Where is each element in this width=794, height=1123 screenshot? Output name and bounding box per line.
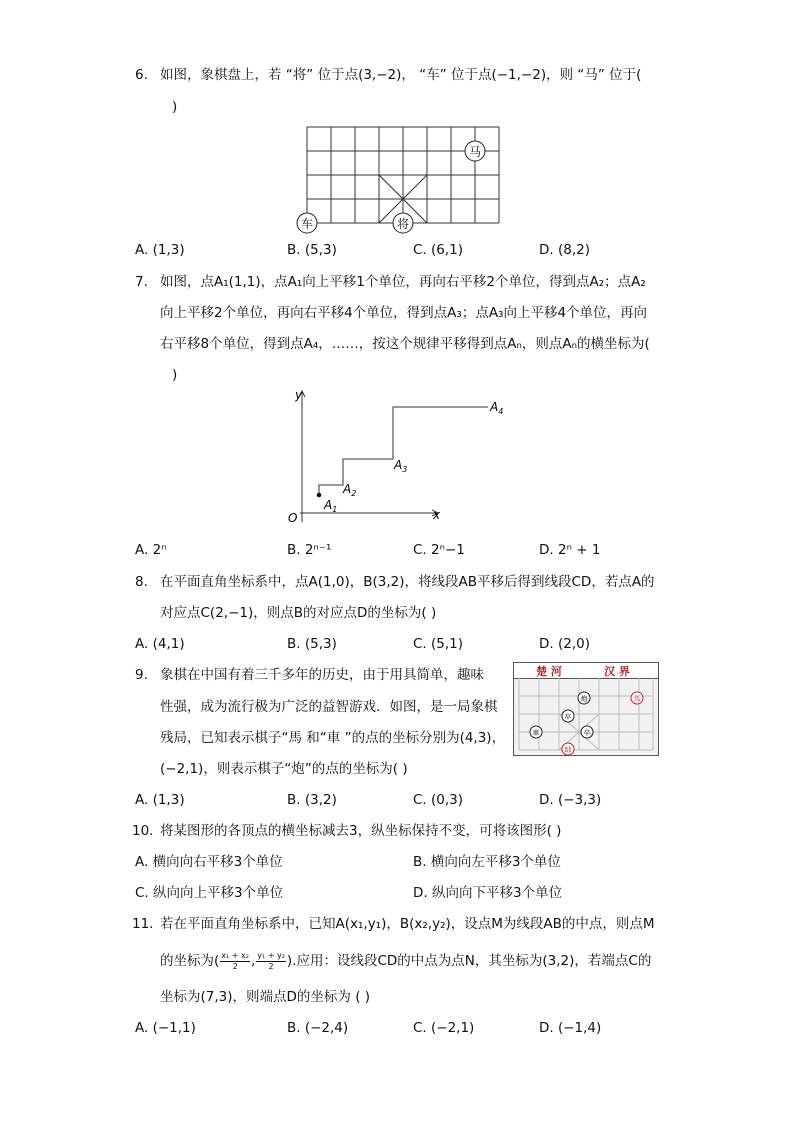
x-axis-label: x [433,508,441,522]
question-text: 如图，点A₁(1,1)，点A₁向上平移1个单位，再向右平移2个单位，得到点A₂；点A₂ [160,274,646,290]
horse-piece-red [631,692,643,704]
option-a[interactable]: A. (1,3) [135,242,185,258]
option-c[interactable]: C. 纵向向上平移3个单位 [135,885,284,901]
option-c[interactable]: C. (−2,1) [413,1020,475,1036]
option-b[interactable]: B. (5,3) [287,242,337,258]
svg-text:车: 车 [300,217,314,231]
question-text: ) [172,99,178,115]
label-a4: $A_4$ [490,400,504,416]
question-text: ) [172,367,178,383]
question-number: 8. [135,574,148,590]
option-a[interactable]: A. 2ⁿ [135,542,167,558]
option-d[interactable]: D. 2ⁿ + 1 [539,542,601,558]
river-right-text: 汉 界 [604,665,630,678]
svg-text:卒: 卒 [564,713,572,721]
label-a2: $A_2$ [343,482,357,498]
question-text: 象棋在中国有着三千多年的历史，由于用具简单，趣味 [160,667,484,683]
question-text: 向上平移2个单位，再向右平移4个单位，得到点A₃；点A₃向上平移4个单位，再向 [160,305,648,321]
option-b[interactable]: B. 2ⁿ⁻¹ [287,542,332,558]
chess-endgame-figure [513,662,659,756]
question-number: 6. [135,67,148,83]
svg-text:炮: 炮 [580,695,588,703]
option-c[interactable]: C. (6,1) [413,242,464,258]
option-b[interactable]: B. (5,3) [287,636,337,652]
fraction-x: x₁ + x₂ 2 [221,950,249,971]
chariot-piece [297,213,317,233]
fraction-y: y₁ + y₂ 2 [257,950,285,971]
question-text-with-fraction: 的坐标为( x₁ + x₂ 2 , y₁ + y₂ 2 ).应用：设线段CD的中点为点N，其坐标为(3,2)，若端点C的 [160,950,652,971]
cannon-piece [578,692,590,704]
question-text: 对应点C(2,−1)，则点B的对应点D的坐标为( ) [160,605,437,621]
chess-board-figure [295,122,507,234]
svg-text:马: 马 [468,145,482,159]
soldier-piece [581,726,593,738]
general-piece [393,213,413,233]
river-left-text: 楚 河 [536,665,562,678]
question-number: 7. [135,274,148,290]
question-number: 9. [135,667,148,683]
point-a1 [317,493,322,498]
option-b[interactable]: B. 横向向左平移3个单位 [413,854,561,870]
origin-label: O [288,511,298,525]
staircase-graph [280,385,520,530]
option-d[interactable]: D. (2,0) [539,636,590,652]
label-a3: $A_3$ [394,458,408,474]
question-text: 在平面直角坐标系中，点A(1,0)，B(3,2)，将线段AB平移后得到线段CD，若点A的 [160,574,655,590]
option-b[interactable]: B. (−2,4) [287,1020,349,1036]
option-a[interactable]: A. (4,1) [135,636,185,652]
option-d[interactable]: D. (8,2) [539,242,590,258]
question-text: 如图，象棋盘上，若 “将” 位于点(3,−2)， “车” 位于点(−1,−2)，则 “马” 位于( [160,67,642,83]
svg-text:将: 将 [396,217,410,231]
option-d[interactable]: D. 纵向向下平移3个单位 [413,885,563,901]
question-text: 右平移8个单位，得到点A₄，……，按这个规律平移得到点Aₙ，则点Aₙ的横坐标为( [160,336,650,352]
horse-piece [465,141,485,161]
svg-text:帥: 帥 [564,746,572,754]
question-text: 将某图形的各顶点的横坐标减去3，纵坐标保持不变，可将该图形( ) [160,823,562,839]
soldier-piece [562,710,574,722]
y-axis-label: y [295,388,303,402]
svg-text:卒: 卒 [583,729,591,737]
label-a1: $A_1$ [324,498,338,514]
option-d[interactable]: D. (−3,3) [539,792,602,808]
question-number: 10. [132,823,154,839]
question-text: 性强，成为流行极为广泛的益智游戏．如图，是一局象棋 [160,699,498,715]
question-number: 11. [132,916,154,932]
option-b[interactable]: B. (3,2) [287,792,337,808]
option-a[interactable]: A. 横向向右平移3个单位 [135,854,283,870]
option-a[interactable]: A. (−1,1) [135,1020,196,1036]
chariot-piece [530,726,542,738]
marshal-piece-red [562,743,574,755]
question-text: (−2,1)，则表示棋子“炮”的点的坐标为( ) [160,761,408,777]
option-c[interactable]: C. 2ⁿ−1 [413,542,465,558]
svg-text:馬: 馬 [633,695,641,703]
question-text: 残局，已知表示棋子“馬 和“車 ”的点的坐标分别为(4,3)， [160,730,506,746]
option-a[interactable]: A. (1,3) [135,792,185,808]
option-d[interactable]: D. (−1,4) [539,1020,602,1036]
question-text: 若在平面直角坐标系中，已知A(x₁,y₁)，B(x₂,y₂)，设点M为线段AB的中点，则点M [160,916,655,932]
question-text: 坐标为(7,3)，则端点D的坐标为 ( ) [160,989,371,1005]
option-c[interactable]: C. (0,3) [413,792,464,808]
svg-text:車: 車 [532,729,540,737]
option-c[interactable]: C. (5,1) [413,636,464,652]
board-grid [307,127,499,223]
